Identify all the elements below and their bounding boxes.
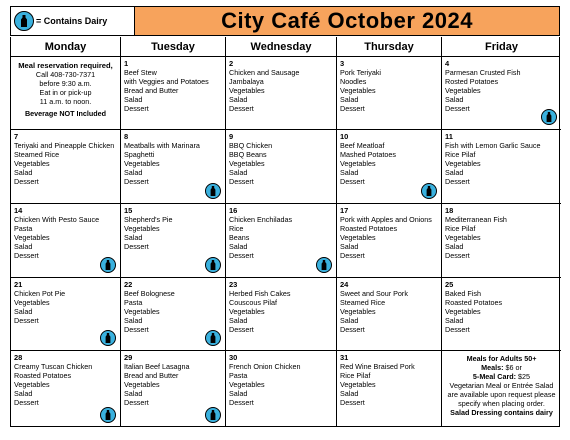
menu-item: Bread and Butter [124,371,179,380]
info-line: are available upon request please [447,390,556,399]
dairy-bottle-icon [100,257,116,273]
menu-item: Shepherd's Pie [124,215,173,224]
weekday-header-row [10,37,560,57]
reservation-info-cell [11,57,121,130]
day-cell-24 [337,278,442,351]
meals-price-line [445,363,558,372]
menu-item: Spaghetti [124,150,155,159]
day-cell-25 [442,278,561,351]
menu-item: Dessert [229,177,254,186]
card-price-line [445,372,558,381]
menu-item: Dessert [445,104,470,113]
menu-item: Pasta [14,224,33,233]
menu-item: Pasta [229,371,248,380]
menu-item: Sweet and Sour Pork [340,289,408,298]
day-cell-29 [121,351,226,427]
day-cell-10 [337,130,442,204]
day-number: 30 [229,353,238,362]
day-number: 21 [14,280,23,289]
reservation-line: 11 a.m. to noon. [39,97,92,106]
menu-item: Rice [229,224,244,233]
menu-item: Salad [124,233,143,242]
menu-item: Salad [229,389,248,398]
menu-item: BBQ Chicken [229,141,273,150]
day-number: 17 [340,206,349,215]
day-number: 9 [229,132,234,141]
menu-item: Jambalaya [229,77,264,86]
menu-item: Rosted Potatoes [445,77,499,86]
menu-item: Dessert [340,104,365,113]
day-number: 8 [124,132,129,141]
menu-item: Meatballs with Marinara [124,141,200,150]
menu-item: Dessert [14,177,39,186]
calendar-header [10,6,560,36]
menu-item: Vegetables [124,380,160,389]
menu-item: Vegetables [14,380,50,389]
menu-item: Salad [124,168,143,177]
menu-item: Fish with Lemon Garlic Sauce [445,141,541,150]
menu-item: Chicken Enchiladas [229,215,293,224]
info-heading: Meals for Adults 50+ [466,354,537,363]
menu-item: Vegetables [445,86,481,95]
menu-item: Dessert [229,104,254,113]
menu-item: Vegetables [124,159,160,168]
menu-item: Salad [124,389,143,398]
menu-item: Steamed Rice [340,298,386,307]
menu-item: Dessert [14,251,39,260]
dairy-bottle-icon [205,407,221,423]
menu-item: Beef Bolognese [124,289,175,298]
menu-item: Vegetables [340,86,376,95]
dairy-bottle-icon [205,257,221,273]
day-number: 24 [340,280,349,289]
menu-item: Noodles [340,77,367,86]
info-line: specify when placing order. [458,399,545,408]
day-number: 14 [14,206,23,215]
reservation-line: Eat in or pick-up [39,88,92,97]
day-cell-14 [11,204,121,278]
day-number: 3 [340,59,345,68]
menu-item: Steamed Rice [14,150,60,159]
menu-item: Beans [229,233,250,242]
menu-item: Vegetables [340,159,376,168]
day-cell-15 [121,204,226,278]
day-cell-3 [337,57,442,130]
menu-item: Vegetables [229,307,265,316]
menu-item: Salad [340,316,359,325]
menu-item: Baked Fish [445,289,481,298]
menu-item: Rice Pilaf [445,224,476,233]
day-number: 29 [124,353,133,362]
dairy-bottle-icon [100,407,116,423]
day-cell-9 [226,130,337,204]
menu-item: Roasted Potatoes [340,224,398,233]
day-cell-23 [226,278,337,351]
menu-item: Dessert [14,398,39,407]
menu-item: Mediterranean Fish [445,215,507,224]
menu-item: Vegetables [14,298,50,307]
menu-item: Chicken With Pesto Sauce [14,215,100,224]
menu-item: Salad [340,242,359,251]
menu-item: Herbed Fish Cakes [229,289,291,298]
menu-item: Salad [340,389,359,398]
weekday-tuesday: Tuesday [121,37,226,56]
day-number: 22 [124,280,133,289]
menu-item: Chicken and Sausage [229,68,300,77]
menu-item: Vegetables [445,307,481,316]
menu-item: Salad [445,95,464,104]
menu-item: Dessert [124,177,149,186]
dairy-legend [11,7,135,35]
legend-text: = Contains Dairy [36,16,108,26]
menu-item: Vegetables [229,380,265,389]
day-cell-4 [442,57,561,130]
dairy-bottle-icon [100,330,116,346]
menu-item: Dessert [124,398,149,407]
day-number: 18 [445,206,454,215]
menu-item: Parmesan Crusted Fish [445,68,521,77]
menu-item: Salad [229,242,248,251]
menu-item: Dessert [340,325,365,334]
menu-item: Dessert [124,242,149,251]
menu-item: Italian Beef Lasagna [124,362,190,371]
menu-item: Couscous Pilaf [229,298,277,307]
day-cell-18 [442,204,561,278]
menu-item: Dessert [124,325,149,334]
day-number: 31 [340,353,349,362]
menu-item: Salad [124,95,143,104]
menu-item: BBQ Beans [229,150,267,159]
day-number: 4 [445,59,450,68]
menu-item: Vegetables [340,307,376,316]
menu-item: Vegetables [124,224,160,233]
menu-item: Salad [14,242,33,251]
menu-item: French Onion Chicken [229,362,301,371]
day-number: 1 [124,59,129,68]
menu-item: Dessert [340,177,365,186]
day-cell-31 [337,351,442,427]
menu-item: Salad [445,168,464,177]
menu-item: Pork with Apples and Onions [340,215,432,224]
menu-item: Vegetables [445,233,481,242]
weekday-friday: Friday [484,40,518,53]
weekday-thursday: Thursday [337,37,442,56]
menu-item: with Veggies and Potatoes [124,77,209,86]
day-cell-11 [442,130,561,204]
page-title: City Café October 2024 [221,8,473,33]
day-number: 15 [124,206,133,215]
day-number: 2 [229,59,234,68]
menu-item: Bread and Butter [124,86,179,95]
day-cell-30 [226,351,337,427]
menu-item: Vegetables [340,233,376,242]
day-cell-22 [121,278,226,351]
card-label: 5-Meal Card: [472,372,517,381]
menu-item: Teriyaki and Pineapple Chicken [14,141,115,150]
info-line: Vegetarian Meal or Entrée Salad [449,381,554,390]
menu-item: Salad [229,316,248,325]
menu-item: Dessert [340,251,365,260]
menu-item: Vegetables [229,159,265,168]
menu-item: Dessert [124,104,149,113]
meals-price: $6 or [503,363,522,372]
day-number: 7 [14,132,19,141]
menu-item: Salad [445,316,464,325]
menu-item: Rice Pilaf [445,150,476,159]
meal-price-info-cell [442,351,561,427]
weekday-wednesday: Wednesday [226,37,337,56]
menu-item: Pork Teriyaki [340,68,382,77]
day-number: 10 [340,132,349,141]
reservation-line: Call 408-730-7371 [35,70,96,79]
menu-item: Dessert [340,398,365,407]
menu-item: Mashed Potatoes [340,150,396,159]
day-cell-16 [226,204,337,278]
menu-item: Beef Stew [124,68,157,77]
beverage-note: Beverage NOT Included [24,109,107,118]
dressing-note: Salad Dressing contains dairy [450,408,553,417]
dairy-bottle-icon [205,330,221,346]
day-number: 25 [445,280,454,289]
menu-item: Dessert [445,177,470,186]
day-number: 28 [14,353,23,362]
milk-bottle-icon [14,11,34,31]
menu-item: Chicken Pot Pie [14,289,66,298]
menu-item: Salad [229,95,248,104]
menu-item: Vegetables [124,307,160,316]
day-cell-28 [11,351,121,427]
day-cell-8 [121,130,226,204]
day-number: 16 [229,206,238,215]
meals-label: Meals: [481,363,504,372]
menu-item: Salad [340,168,359,177]
menu-item: Salad [340,95,359,104]
menu-item: Salad [14,307,33,316]
menu-item: Dessert [445,325,470,334]
menu-item: Dessert [229,398,254,407]
dairy-bottle-icon [421,183,437,199]
reservation-line: before 9:30 a.m. [39,79,92,88]
menu-item: Beef Meatloaf [340,141,385,150]
dairy-bottle-icon [541,109,557,125]
menu-item: Vegetables [14,233,50,242]
dairy-bottle-icon [316,257,332,273]
menu-item: Vegetables [229,86,265,95]
menu-item: Dessert [14,316,39,325]
weekday-monday: Monday [11,37,121,56]
card-price: $25 [516,372,531,381]
dairy-bottle-icon [205,183,221,199]
menu-item: Creamy Tuscan Chicken [14,362,93,371]
day-cell-1 [121,57,226,130]
menu-item: Salad [14,389,33,398]
menu-item: Dessert [229,325,254,334]
day-number: 23 [229,280,238,289]
menu-item: Red Wine Braised Pork [340,362,415,371]
menu-item: Pasta [124,298,143,307]
menu-item: Salad [229,168,248,177]
menu-item: Dessert [229,251,254,260]
menu-item: Dessert [445,251,470,260]
menu-item: Vegetables [340,380,376,389]
menu-item: Rice Pilaf [340,371,371,380]
menu-item: Salad [14,168,33,177]
menu-item: Salad [445,242,464,251]
day-cell-2 [226,57,337,130]
menu-item: Salad [124,316,143,325]
day-number: 11 [445,132,453,141]
day-cell-21 [11,278,121,351]
menu-item: Vegetables [14,159,50,168]
menu-item: Vegetables [445,159,481,168]
day-cell-7 [11,130,121,204]
menu-item: Roasted Potatoes [445,298,503,307]
menu-item: Roasted Potatoes [14,371,72,380]
reservation-heading: Meal reservation required, [18,61,113,70]
calendar-grid [10,57,560,427]
day-cell-17 [337,204,442,278]
